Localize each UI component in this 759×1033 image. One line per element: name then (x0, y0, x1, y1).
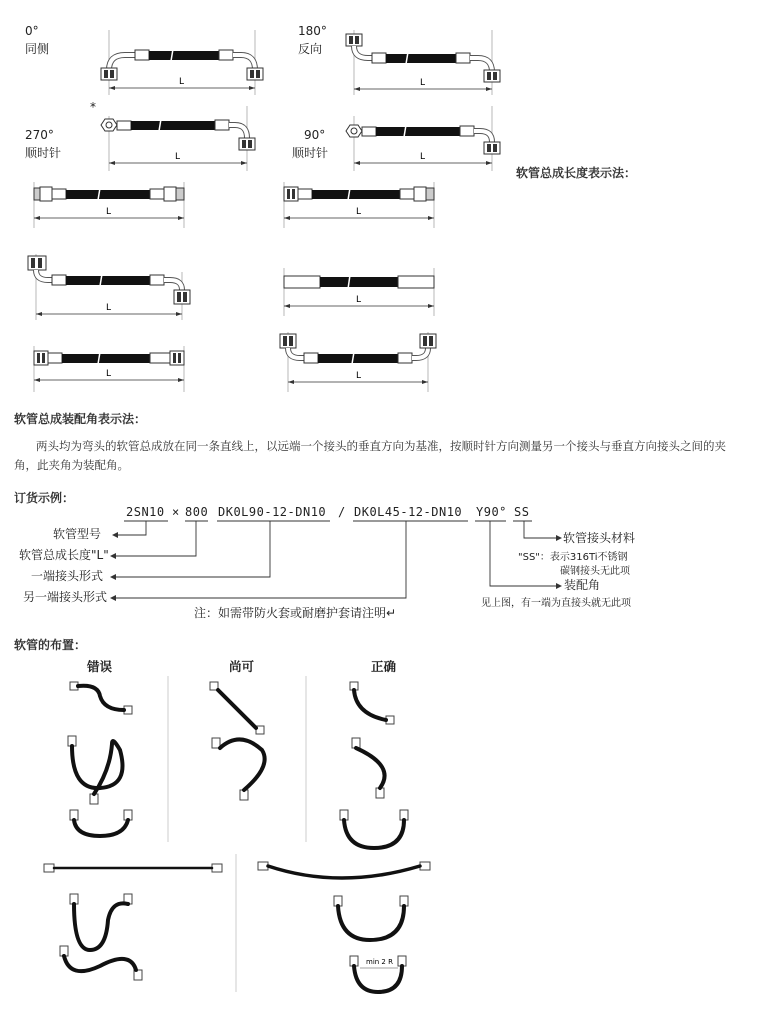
label-total-length: 软管总成长度"L" (19, 548, 109, 562)
label-other-fitting: 另一端接头形式 (23, 590, 108, 604)
length-label: L (356, 371, 362, 381)
code-other-fitting: DK0L45-12-DN10 (354, 505, 463, 519)
column-wrong: 错误 (87, 659, 113, 674)
orientation-0-desc: 同侧 (25, 42, 50, 56)
label-carbon-note: 碳钢接头无此项 (560, 566, 630, 577)
order-section-title: 订货示例： (14, 491, 75, 505)
orientation-180-angle: 180° (298, 24, 327, 38)
label-ss-note: "SS"：表示316Ti不锈钢 (518, 552, 628, 563)
code-times: × (172, 505, 180, 519)
code-end-fitting: DK0L90-12-DN10 (218, 505, 327, 519)
star-mark: * (90, 100, 96, 114)
column-correct: 正确 (371, 659, 397, 674)
length-label: L (106, 369, 112, 379)
angle-section-title: 软管总成装配角表示法： (14, 412, 147, 426)
layout-section-title: 软管的布置： (14, 638, 87, 652)
orientation-90-desc: 顺时针 (292, 146, 329, 160)
length-label: L (356, 207, 362, 217)
label-assembly-angle: 装配角 (564, 578, 601, 592)
label-angle-note: 见上图，有一端为直接头就无此项 (481, 598, 631, 609)
label-material: 软管接头材料 (563, 531, 636, 545)
min-radius-label: min 2 R (366, 958, 393, 966)
length-label: L (356, 295, 362, 305)
code-length: 800 (185, 505, 209, 519)
length-label: L (179, 77, 185, 87)
column-acceptable: 尚可 (229, 659, 255, 674)
label-hose-model: 软管型号 (53, 527, 102, 541)
angle-description: 两头均为弯头的软管总成放在同一条直线上，以远端一个接头的垂直方向为基准，按顺时针方向测量另一个接头与垂直方向接头之间的夹角，此夹角为装配角。 (14, 439, 726, 472)
code-angle: Y90° (476, 505, 507, 519)
length-label: L (175, 152, 181, 162)
orientation-270-desc: 顺时针 (25, 146, 62, 160)
length-label: L (420, 78, 426, 88)
orientation-180-desc: 反向 (298, 42, 323, 56)
orientation-270-angle: 270° (25, 128, 54, 142)
orientation-90-angle: 90° (304, 128, 326, 142)
order-footnote: 注：如需带防火套或耐磨护套请注明↵ (194, 606, 397, 620)
length-label: L (106, 207, 112, 217)
length-section-title: 软管总成长度表示法： (516, 166, 637, 180)
code-material: SS (514, 505, 530, 519)
code-slash: / (338, 505, 346, 519)
layout-illustrations (0, 670, 759, 1000)
label-end-fitting: 一端接头形式 (31, 569, 104, 583)
code-hose-model: 2SN10 (126, 505, 165, 519)
length-label: L (420, 152, 426, 162)
orientation-0-angle: 0° (25, 24, 39, 38)
length-label: L (106, 303, 112, 313)
